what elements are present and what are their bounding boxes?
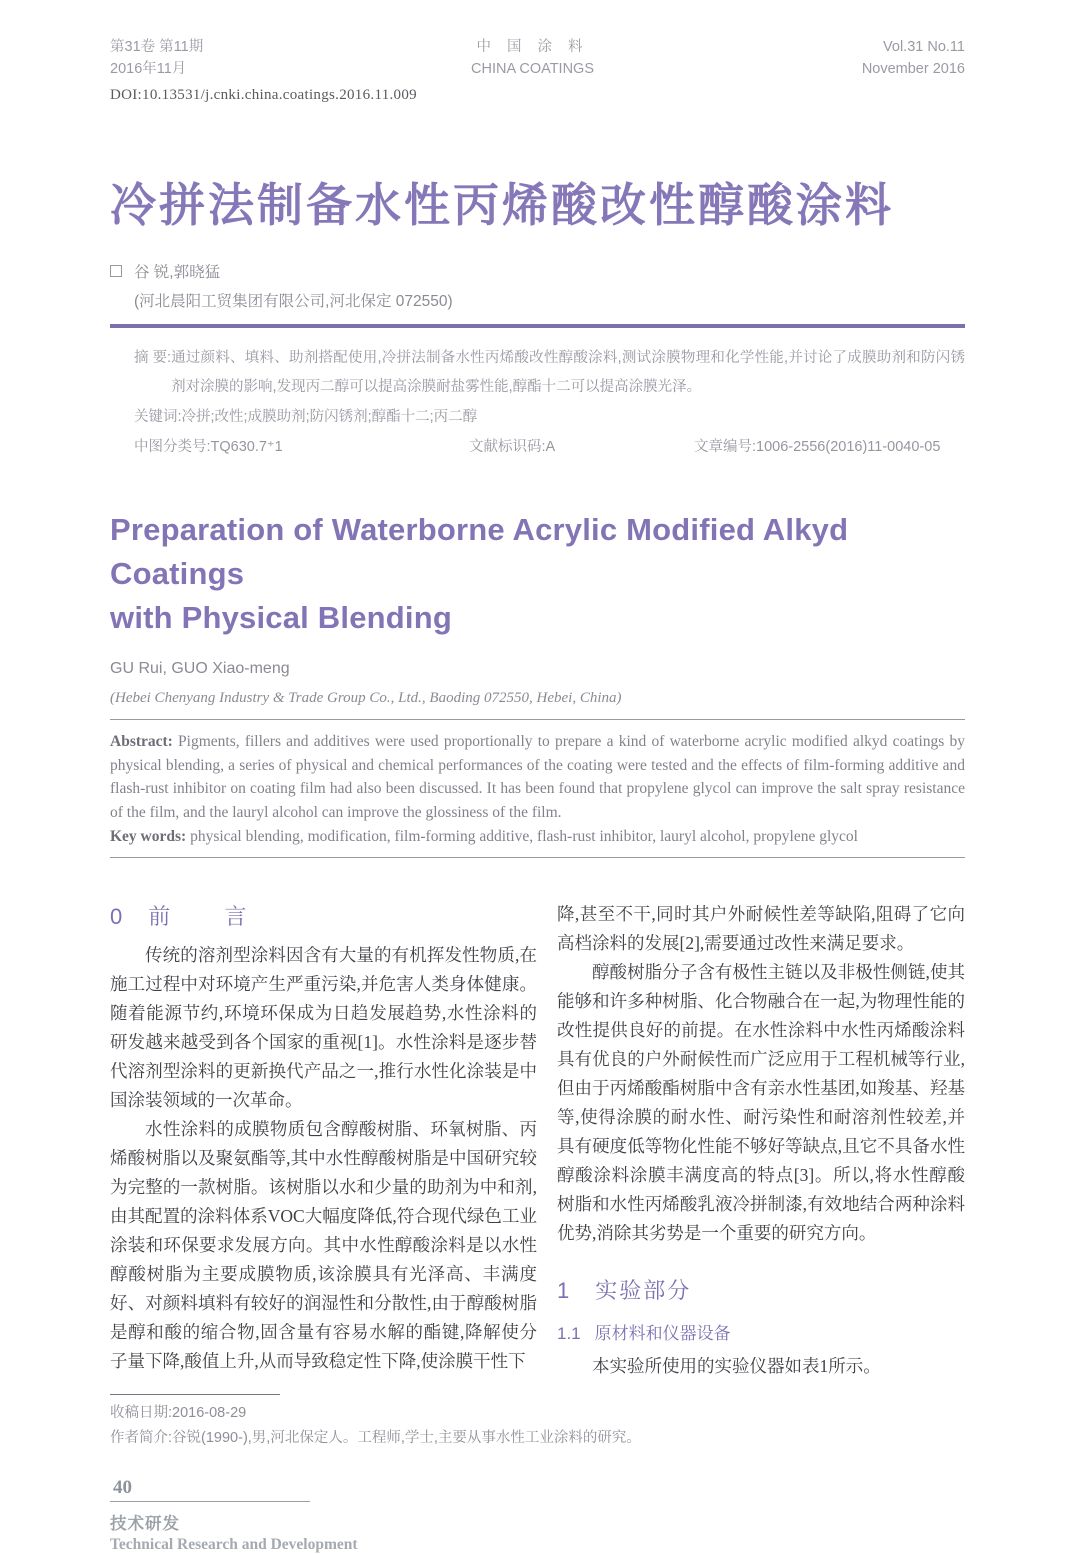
- article-title-en-line1: Preparation of Waterborne Acrylic Modified Alkyd Coatings: [110, 512, 849, 591]
- header-date-zh: 2016年11月: [110, 61, 187, 77]
- article-title-zh: 冷拼法制备水性丙烯酸改性醇酸涂料: [110, 179, 894, 231]
- column-name-zh: 技术研发: [110, 1514, 180, 1533]
- authors-zh: [110, 260, 965, 282]
- page-number-rule: [110, 1501, 310, 1502]
- section-0-heading: [110, 900, 537, 931]
- keywords-zh: [134, 403, 965, 432]
- header-date-en: November 2016: [861, 61, 965, 77]
- divider-above-abstract: [110, 719, 965, 720]
- article-id: 文章编号:1006-2556(2016)11-0040-05: [694, 439, 941, 455]
- affiliation-en: (Hebei Chenyang Industry & Trade Group Co., Ltd., Baoding 072550, Hebei, China): [110, 690, 622, 706]
- classification-row: [134, 433, 965, 462]
- affiliation-zh: (河北晨阳工贸集团有限公司,河北保定 072550): [134, 293, 453, 310]
- clc-number: 中图分类号:TQ630.7⁺1: [134, 439, 283, 455]
- abstract-en-text: Pigments, fillers and additives were used proportionally to prepare a kind of waterborne acrylic modified alkyd coatings by physical blending, a series of physical and chemical performances of the coating were tested and the effects of film-forming additive and flash-rust inhibitor on coating film had also been discussed. It has been found that propylene glycol can improve the salt spray resistance of the film, and the lauryl alcohol can improve the glossiness of the film.: [110, 733, 965, 821]
- header-issue-info: [110, 36, 203, 80]
- footnote-divider: [110, 1394, 280, 1395]
- section-1-heading: [557, 1274, 965, 1305]
- article-body: [110, 900, 965, 1381]
- section-1-title: 实验部分: [595, 1277, 692, 1303]
- column-name-en: Technical Research and Development: [110, 1535, 358, 1553]
- purple-divider: [110, 324, 965, 328]
- section-1-1-number: 1.1: [557, 1323, 581, 1343]
- keywords-en: [110, 825, 965, 849]
- authors-zh-names: 谷 锐,郭晓猛: [134, 264, 221, 281]
- journal-name-zh: 中 国 涂 料: [476, 39, 589, 55]
- section-1-1-title: 原材料和仪器设备: [594, 1323, 731, 1343]
- journal-name: [471, 36, 594, 80]
- page-footer: [110, 1477, 965, 1554]
- article-title-en-line2: with Physical Blending: [110, 600, 453, 635]
- divider-below-abstract: [110, 857, 965, 858]
- page-number: 40: [113, 1476, 132, 1498]
- article-title-en: [110, 508, 965, 640]
- keywords-zh-text: 冷拼;改性;成膜助剂;防闪锈剂;醇酯十二;丙二醇: [181, 409, 478, 425]
- journal-name-en: CHINA COATINGS: [471, 61, 595, 77]
- document-code: 文献标识码:A: [469, 439, 556, 455]
- paragraph-1: 传统的溶剂型涂料因含有大量的有机挥发性物质,在施工过程中对环境产生严重污染,并危害人类身体健康。随着能源节约,环境环保成为日趋发展趋势,水性涂料的研发越来越受到各个国家的重视[1]。水性涂料是逐步替代溶剂型涂料的更新换代产品之一,推行水性化涂装是中国涂装领域的一次革命。: [110, 944, 537, 1110]
- section-1-number: 1: [557, 1277, 570, 1303]
- authors-en: GU Rui, GUO Xiao-meng: [110, 660, 290, 677]
- header-volume-issue-en: Vol.31 No.11: [883, 39, 965, 55]
- keywords-en-label: Key words:: [110, 828, 187, 845]
- journal-header: [110, 36, 965, 80]
- author-marker-icon: [110, 265, 122, 277]
- section-0-title: 前 言: [148, 903, 271, 929]
- abstract-en: [110, 730, 965, 824]
- right-column: [557, 900, 965, 1381]
- abstract-zh-text: 通过颜料、填料、助剂搭配使用,冷拼法制备水性丙烯酸改性醇酸涂料,测试涂膜物理和化学性能,并讨论了成膜助剂和防闪锈剂对涂膜的影响,发现丙二醇可以提高涂膜耐盐雾性能,醇酯十二可以提高涂膜光泽。: [171, 350, 965, 395]
- paragraph-4: 醇酸树脂分子含有极性主链以及非极性侧链,使其能够和许多种树脂、化合物融合在一起,为物理性能的改性提供良好的前提。在水性涂料中水性丙烯酸涂料具有优良的户外耐候性而广泛应用于工程机械等行业,但由于丙烯酸酯树脂中含有亲水性基团,如羧基、羟基等,使得涂膜的耐水性、耐污染性和耐溶剂性较差,并具有硬度低等物化性能不够好等缺点,且它不具备水性醇酸涂料涂膜丰满度高的特点[3]。所以,将水性醇酸树脂和水性丙烯酸乳液冷拼制漆,有效地结合两种涂料优势,消除其劣势是一个重要的研究方向。: [557, 961, 965, 1243]
- keywords-zh-label: 关键词:: [134, 409, 182, 425]
- chinese-meta-block: [110, 344, 965, 462]
- section-0-number: 0: [110, 903, 123, 929]
- header-volume-issue-zh: 第31卷 第11期: [110, 39, 204, 55]
- paragraph-5: 本实验所使用的实验仪器如表1所示。: [592, 1355, 881, 1376]
- author-bio: 作者简介:谷锐(1990-),男,河北保定人。工程师,学士,主要从事水性工业涂料的研究。: [110, 1429, 641, 1446]
- section-1-1-heading: [557, 1319, 965, 1344]
- paragraph-2: 水性涂料的成膜物质包含醇酸树脂、环氧树脂、丙烯酸树脂以及聚氨酯等,其中水性醇酸树脂是中国研究较为完整的一款树脂。该树脂以水和少量的助剂为中和剂,由其配置的涂料体系VOC大幅度降低,符合现代绿色工业涂装和环保要求发展方向。其中水性醇酸涂料是以水性醇酸树脂为主要成膜物质,该涂膜具有光泽高、丰满度好、对颜料填料有较好的润湿性和分散性,由于醇酸树脂是醇和酸的缩合物,固含量有容易水解的酯键,降解使分子量下降,酸值上升,从而导致稳定性下降,使涂膜干性下: [110, 1118, 537, 1371]
- keywords-en-text: physical blending, modification, film-forming additive, flash-rust inhibitor, lauryl alcohol, propylene glycol: [186, 828, 858, 845]
- footnotes: [110, 1401, 965, 1451]
- left-column: [110, 900, 537, 1381]
- abstract-en-label: Abstract:: [110, 733, 173, 750]
- paragraph-3: 降,甚至不干,同时其户外耐候性差等缺陷,阻碍了它向高档涂料的发展[2],需要通过改性来满足要求。: [557, 903, 965, 953]
- abstract-zh: [134, 344, 965, 402]
- header-issue-info-en: [862, 36, 965, 80]
- received-date: 收稿日期:2016-08-29: [110, 1404, 247, 1421]
- abstract-zh-label: 摘 要:: [134, 350, 172, 366]
- doi: DOI:10.13531/j.cnki.china.coatings.2016.11.009: [110, 87, 417, 103]
